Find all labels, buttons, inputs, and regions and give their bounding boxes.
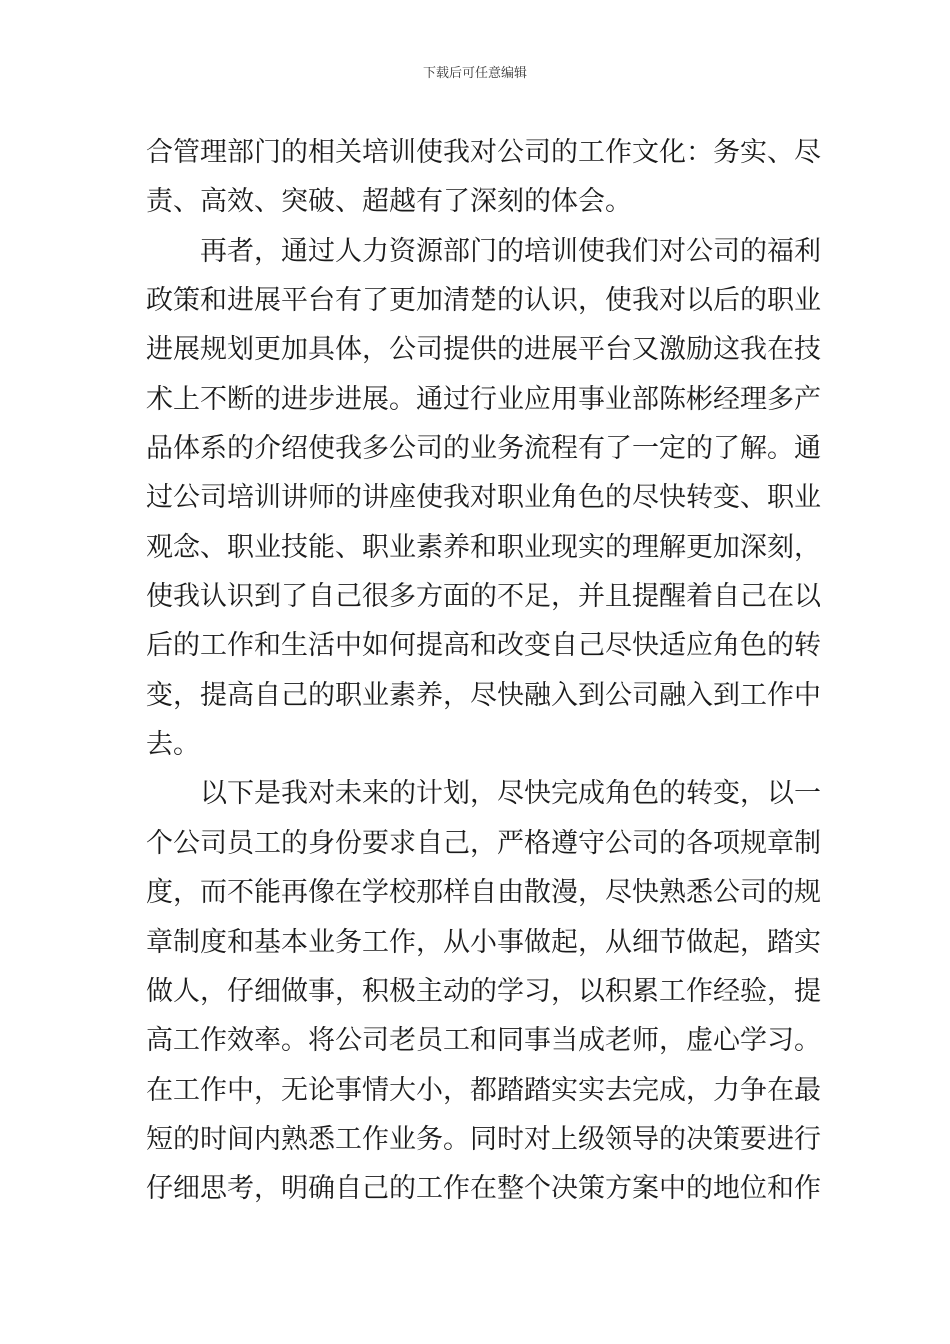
text-line: 高工作效率。将公司老员工和同事当成老师，虚心学习。 [146,1025,821,1057]
text-line: 合管理部门的相关培训使我对公司的工作文化：务实、尽 [146,137,821,168]
text-line: 度，而不能再像在学校那样自由散漫，尽快熟悉公司的规 [146,877,821,909]
text-line: 后的工作和生活中如何提高和改变自己尽快适应角色的转 [146,630,821,662]
text-line: 章制度和基本业务工作，从小事做起，从细节做起，踏实 [146,926,821,958]
text-line: 个公司员工的身份要求自己，严格遵守公司的各项规章制 [146,827,821,859]
document-body [146,128,821,1214]
text-line: 在工作中，无论事情大小，都踏踏实实去完成，力争在最 [146,1074,821,1106]
text-line: 术上不断的进步进展。通过行业应用事业部陈彬经理多产 [146,383,821,415]
text-line: 变，提高自己的职业素养，尽快融入到公司融入到工作中 [146,679,821,711]
text-line: 进展规划更加具体，公司提供的进展平台又激励这我在技 [146,334,821,366]
text-line: 使我认识到了自己很多方面的不足，并且提醒着自己在以 [146,581,821,613]
page-header: 下载后可任意编辑 [422,66,527,81]
paragraph-first-line: 再者，通过人力资源部门的培训使我们对公司的福利 [200,235,821,267]
text-line: 仔细思考，明确自己的工作在整个决策方案中的地位和作 [146,1173,821,1205]
paragraph-first-line: 以下是我对未来的计划，尽快完成角色的转变，以一 [200,778,821,810]
text-line: 去。 [146,729,200,761]
text-line: 责、高效、突破、超越有了深刻的体会。 [146,186,632,218]
text-line: 短的时间内熟悉工作业务。同时对上级领导的决策要进行 [146,1123,821,1155]
text-line: 做人，仔细做事，积极主动的学习，以积累工作经验，提 [146,975,821,1007]
text-line: 过公司培训讲师的讲座使我对职业角色的尽快转变、职业 [146,482,821,514]
text-line: 政策和进展平台有了更加清楚的认识，使我对以后的职业 [146,285,821,317]
text-line: 观念、职业技能、职业素养和职业现实的理解更加深刻， [146,531,821,563]
text-line: 品体系的介绍使我多公司的业务流程有了一定的了解。通 [146,433,821,465]
